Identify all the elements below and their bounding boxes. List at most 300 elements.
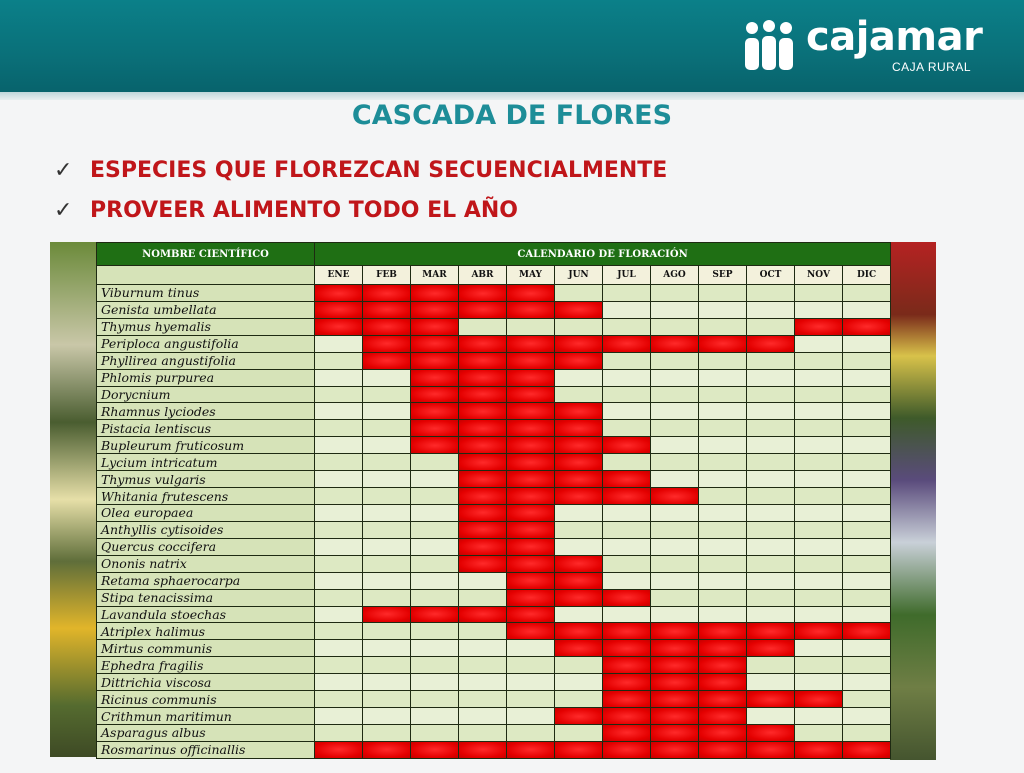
species-name: Olea europaea	[97, 504, 315, 521]
bullet-item	[54, 190, 667, 230]
flowering-cell	[603, 657, 651, 674]
empty-cell	[699, 369, 747, 386]
empty-cell	[843, 420, 891, 437]
flowering-cell	[603, 589, 651, 606]
empty-cell	[555, 538, 603, 555]
flowering-cell	[603, 640, 651, 657]
empty-cell	[315, 437, 363, 454]
flowering-cell	[555, 572, 603, 589]
flowering-cell	[651, 488, 699, 505]
flowering-cell	[507, 301, 555, 318]
empty-cell	[747, 504, 795, 521]
flowering-cell	[411, 369, 459, 386]
empty-cell	[363, 538, 411, 555]
empty-cell	[747, 488, 795, 505]
empty-cell	[747, 589, 795, 606]
empty-cell	[651, 589, 699, 606]
empty-cell	[699, 420, 747, 437]
flowering-cell	[507, 454, 555, 471]
flowering-cell	[507, 538, 555, 555]
flowering-cell	[603, 488, 651, 505]
empty-cell	[603, 318, 651, 335]
flowering-cell	[555, 741, 603, 758]
empty-cell	[747, 555, 795, 572]
empty-cell	[411, 454, 459, 471]
flowering-cell	[459, 504, 507, 521]
flowering-cell	[603, 741, 651, 758]
flowering-cell	[555, 589, 603, 606]
flowering-cell	[411, 741, 459, 758]
table-row	[97, 674, 891, 691]
flowering-cell	[699, 674, 747, 691]
flowering-cell	[363, 318, 411, 335]
species-name: Thymus hyemalis	[97, 318, 315, 335]
empty-cell	[459, 589, 507, 606]
empty-cell	[843, 674, 891, 691]
flowering-cell	[411, 403, 459, 420]
empty-cell	[603, 504, 651, 521]
empty-cell	[315, 420, 363, 437]
species-name: Rosmarinus officinallis	[97, 741, 315, 758]
empty-cell	[315, 488, 363, 505]
empty-cell	[795, 301, 843, 318]
flowering-cell	[459, 741, 507, 758]
table-row	[97, 606, 891, 623]
flowering-cell	[795, 623, 843, 640]
empty-cell	[651, 471, 699, 488]
empty-cell	[843, 386, 891, 403]
empty-cell	[747, 301, 795, 318]
flower-photo-strip-right	[890, 242, 936, 760]
table-row	[97, 623, 891, 640]
empty-cell	[459, 691, 507, 708]
flowering-cell	[651, 724, 699, 741]
flowering-cell	[603, 724, 651, 741]
empty-cell	[411, 674, 459, 691]
flowering-cell	[843, 741, 891, 758]
flowering-cell	[411, 352, 459, 369]
empty-cell	[459, 674, 507, 691]
month-header-feb: FEB	[363, 266, 411, 285]
flowering-cell	[603, 335, 651, 352]
flowering-cell	[603, 674, 651, 691]
empty-cell	[315, 386, 363, 403]
empty-cell	[459, 724, 507, 741]
empty-cell	[795, 555, 843, 572]
flowering-cell	[555, 352, 603, 369]
empty-cell	[843, 572, 891, 589]
empty-cell	[795, 420, 843, 437]
flowering-cell	[507, 572, 555, 589]
table-row	[97, 555, 891, 572]
empty-cell	[651, 352, 699, 369]
empty-cell	[411, 724, 459, 741]
flowering-cell	[747, 691, 795, 708]
flowering-cell	[507, 369, 555, 386]
empty-cell	[507, 318, 555, 335]
empty-cell	[795, 724, 843, 741]
empty-cell	[795, 386, 843, 403]
empty-cell	[843, 724, 891, 741]
empty-cell	[555, 521, 603, 538]
flowering-cell	[507, 386, 555, 403]
empty-cell	[507, 674, 555, 691]
empty-cell	[507, 657, 555, 674]
empty-cell	[315, 724, 363, 741]
flowering-cell	[459, 488, 507, 505]
flowering-cell	[699, 657, 747, 674]
empty-cell	[747, 538, 795, 555]
month-header-abr: ABR	[459, 266, 507, 285]
empty-cell	[603, 572, 651, 589]
empty-cell	[315, 572, 363, 589]
flowering-cell	[603, 691, 651, 708]
empty-cell	[603, 352, 651, 369]
empty-cell	[315, 606, 363, 623]
month-header-ene: ENE	[315, 266, 363, 285]
table-row	[97, 301, 891, 318]
flowering-cell	[651, 335, 699, 352]
empty-cell	[411, 657, 459, 674]
empty-cell	[843, 521, 891, 538]
flowering-cell	[603, 437, 651, 454]
table-row	[97, 741, 891, 758]
empty-cell	[747, 674, 795, 691]
flowering-cell	[699, 741, 747, 758]
empty-cell	[603, 369, 651, 386]
empty-cell	[315, 538, 363, 555]
empty-cell	[315, 657, 363, 674]
species-name: Thymus vulgaris	[97, 471, 315, 488]
empty-cell	[315, 521, 363, 538]
empty-cell	[747, 352, 795, 369]
flowering-cell	[699, 640, 747, 657]
empty-cell	[315, 504, 363, 521]
empty-cell	[795, 471, 843, 488]
empty-cell	[795, 488, 843, 505]
empty-cell	[651, 318, 699, 335]
empty-cell	[411, 640, 459, 657]
empty-cell	[555, 318, 603, 335]
flowering-cell	[411, 318, 459, 335]
flowering-cell	[651, 741, 699, 758]
flowering-cell	[555, 623, 603, 640]
empty-cell	[699, 538, 747, 555]
flowering-cell	[459, 285, 507, 302]
empty-cell	[795, 708, 843, 725]
empty-cell	[363, 640, 411, 657]
empty-cell	[363, 504, 411, 521]
bullet-text: ESPECIES QUE FLOREZCAN SECUENCIALMENTE	[90, 157, 668, 183]
empty-cell	[699, 301, 747, 318]
table-row	[97, 538, 891, 555]
flowering-cell	[411, 437, 459, 454]
empty-cell	[459, 640, 507, 657]
flowering-cell	[459, 538, 507, 555]
empty-cell	[747, 437, 795, 454]
species-name: Phyllirea angustifolia	[97, 352, 315, 369]
empty-cell	[843, 488, 891, 505]
empty-cell	[795, 403, 843, 420]
table-row	[97, 352, 891, 369]
bullet-list	[54, 150, 667, 230]
species-name: Quercus coccifera	[97, 538, 315, 555]
empty-cell	[747, 420, 795, 437]
flowering-cell	[507, 335, 555, 352]
table-row	[97, 691, 891, 708]
species-name: Atriplex halimus	[97, 623, 315, 640]
empty-cell	[747, 386, 795, 403]
table-row	[97, 640, 891, 657]
empty-cell	[363, 386, 411, 403]
flowering-cell	[459, 437, 507, 454]
flowering-cell	[795, 741, 843, 758]
species-name: Whitania frutescens	[97, 488, 315, 505]
flowering-calendar-table	[96, 242, 891, 759]
empty-cell	[411, 623, 459, 640]
month-header-jul: JUL	[603, 266, 651, 285]
flowering-cell	[507, 521, 555, 538]
flowering-cell	[603, 623, 651, 640]
cajamar-logo	[742, 14, 992, 78]
species-name: Bupleurum fruticosum	[97, 437, 315, 454]
flowering-cell	[699, 335, 747, 352]
flowering-cell	[747, 724, 795, 741]
flowering-cell	[315, 285, 363, 302]
empty-cell	[363, 623, 411, 640]
table-row	[97, 437, 891, 454]
empty-cell	[315, 471, 363, 488]
empty-cell	[843, 691, 891, 708]
empty-cell	[651, 386, 699, 403]
empty-cell	[411, 555, 459, 572]
calendar-header: CALENDARIO DE FLORACIÓN	[315, 243, 891, 266]
flowering-cell	[555, 437, 603, 454]
empty-cell	[315, 674, 363, 691]
empty-cell	[795, 521, 843, 538]
empty-cell	[795, 454, 843, 471]
flowering-cell	[459, 301, 507, 318]
flowering-cell	[507, 555, 555, 572]
empty-cell	[747, 369, 795, 386]
flowering-cell	[651, 674, 699, 691]
checkmark-icon: ✓	[54, 157, 73, 183]
month-header-mar: MAR	[411, 266, 459, 285]
empty-cell	[411, 504, 459, 521]
logo-subtitle: CAJA RURAL	[892, 60, 972, 74]
empty-cell	[747, 454, 795, 471]
table-row	[97, 454, 891, 471]
empty-cell	[747, 318, 795, 335]
table-row	[97, 521, 891, 538]
species-name: Ricinus communis	[97, 691, 315, 708]
flowering-cell	[507, 623, 555, 640]
empty-cell	[603, 301, 651, 318]
people-logo-icon	[742, 20, 796, 72]
empty-cell	[555, 606, 603, 623]
species-name: Lavandula stoechas	[97, 606, 315, 623]
empty-cell	[411, 521, 459, 538]
empty-cell	[315, 555, 363, 572]
table-row	[97, 657, 891, 674]
empty-cell	[699, 403, 747, 420]
table-row	[97, 471, 891, 488]
flowering-cell	[507, 504, 555, 521]
name-column-header: NOMBRE CIENTÍFICO	[97, 243, 315, 266]
empty-cell	[315, 454, 363, 471]
species-name: Stipa tenacissima	[97, 589, 315, 606]
empty-cell	[603, 555, 651, 572]
empty-cell	[507, 724, 555, 741]
empty-cell	[651, 285, 699, 302]
empty-cell	[699, 572, 747, 589]
empty-cell	[843, 301, 891, 318]
empty-cell	[555, 657, 603, 674]
empty-cell	[747, 708, 795, 725]
flowering-cell	[507, 741, 555, 758]
empty-cell	[363, 454, 411, 471]
table-row	[97, 504, 891, 521]
empty-cell	[411, 488, 459, 505]
flowering-cell	[555, 640, 603, 657]
flowering-cell	[555, 471, 603, 488]
empty-cell	[651, 369, 699, 386]
flower-photo-strip-left	[50, 242, 96, 757]
empty-cell	[747, 403, 795, 420]
species-name: Pistacia lentiscus	[97, 420, 315, 437]
empty-cell	[843, 285, 891, 302]
flowering-cell	[507, 437, 555, 454]
empty-cell	[363, 674, 411, 691]
empty-cell	[363, 572, 411, 589]
table-row	[97, 285, 891, 302]
empty-cell	[603, 420, 651, 437]
species-name: Dittrichia viscosa	[97, 674, 315, 691]
empty-cell	[843, 352, 891, 369]
empty-cell	[603, 386, 651, 403]
empty-cell	[699, 318, 747, 335]
empty-cell	[555, 369, 603, 386]
flowering-cell	[411, 420, 459, 437]
table-row	[97, 572, 891, 589]
empty-cell	[843, 657, 891, 674]
species-name: Viburnum tinus	[97, 285, 315, 302]
empty-cell	[459, 708, 507, 725]
empty-cell	[555, 691, 603, 708]
flowering-cell	[699, 691, 747, 708]
flowering-cell	[507, 589, 555, 606]
empty-cell	[651, 538, 699, 555]
empty-cell	[651, 420, 699, 437]
empty-cell	[747, 521, 795, 538]
empty-cell	[555, 386, 603, 403]
flowering-cell	[363, 606, 411, 623]
empty-cell	[843, 437, 891, 454]
month-header-may: MAY	[507, 266, 555, 285]
flowering-cell	[603, 708, 651, 725]
empty-cell	[651, 555, 699, 572]
flowering-cell	[747, 335, 795, 352]
empty-cell	[651, 572, 699, 589]
bullet-item	[54, 150, 667, 190]
empty-cell	[603, 403, 651, 420]
empty-cell	[411, 708, 459, 725]
empty-cell	[843, 403, 891, 420]
empty-cell	[843, 538, 891, 555]
species-name: Asparagus albus	[97, 724, 315, 741]
flowering-cell	[699, 708, 747, 725]
flowering-cell	[555, 708, 603, 725]
empty-cell	[651, 454, 699, 471]
flowering-cell	[555, 488, 603, 505]
flowering-cell	[315, 318, 363, 335]
flowering-cell	[459, 352, 507, 369]
flowering-cell	[555, 420, 603, 437]
empty-cell	[363, 403, 411, 420]
flowering-cell	[363, 301, 411, 318]
empty-cell	[651, 504, 699, 521]
empty-cell	[363, 521, 411, 538]
empty-cell	[411, 538, 459, 555]
flowering-cell	[555, 555, 603, 572]
empty-cell	[795, 437, 843, 454]
empty-cell	[651, 403, 699, 420]
flowering-cell	[459, 471, 507, 488]
empty-cell	[699, 471, 747, 488]
empty-cell	[699, 454, 747, 471]
flowering-cell	[507, 403, 555, 420]
flowering-cell	[555, 301, 603, 318]
flowering-cell	[795, 318, 843, 335]
flowering-cell	[459, 420, 507, 437]
flowering-cell	[507, 352, 555, 369]
flowering-cell	[459, 335, 507, 352]
bullet-text: PROVEER ALIMENTO TODO EL AÑO	[90, 197, 518, 223]
empty-cell	[603, 521, 651, 538]
empty-cell	[459, 318, 507, 335]
empty-cell	[315, 352, 363, 369]
month-header-blank	[97, 266, 315, 285]
empty-cell	[555, 285, 603, 302]
empty-cell	[651, 301, 699, 318]
table-row	[97, 420, 891, 437]
empty-cell	[459, 623, 507, 640]
empty-cell	[315, 708, 363, 725]
flowering-cell	[795, 691, 843, 708]
flowering-cell	[459, 369, 507, 386]
flowering-cell	[651, 708, 699, 725]
empty-cell	[315, 589, 363, 606]
empty-cell	[315, 403, 363, 420]
empty-cell	[843, 606, 891, 623]
flowering-cell	[411, 285, 459, 302]
month-header-row	[97, 266, 891, 285]
flowering-cell	[603, 471, 651, 488]
empty-cell	[699, 589, 747, 606]
empty-cell	[747, 606, 795, 623]
table-row	[97, 589, 891, 606]
empty-cell	[795, 589, 843, 606]
flowering-cell	[507, 606, 555, 623]
empty-cell	[555, 724, 603, 741]
empty-cell	[843, 504, 891, 521]
empty-cell	[651, 606, 699, 623]
species-name: Rhamnus lyciodes	[97, 403, 315, 420]
flowering-cell	[315, 741, 363, 758]
flowering-cell	[699, 724, 747, 741]
empty-cell	[315, 691, 363, 708]
table-row	[97, 386, 891, 403]
